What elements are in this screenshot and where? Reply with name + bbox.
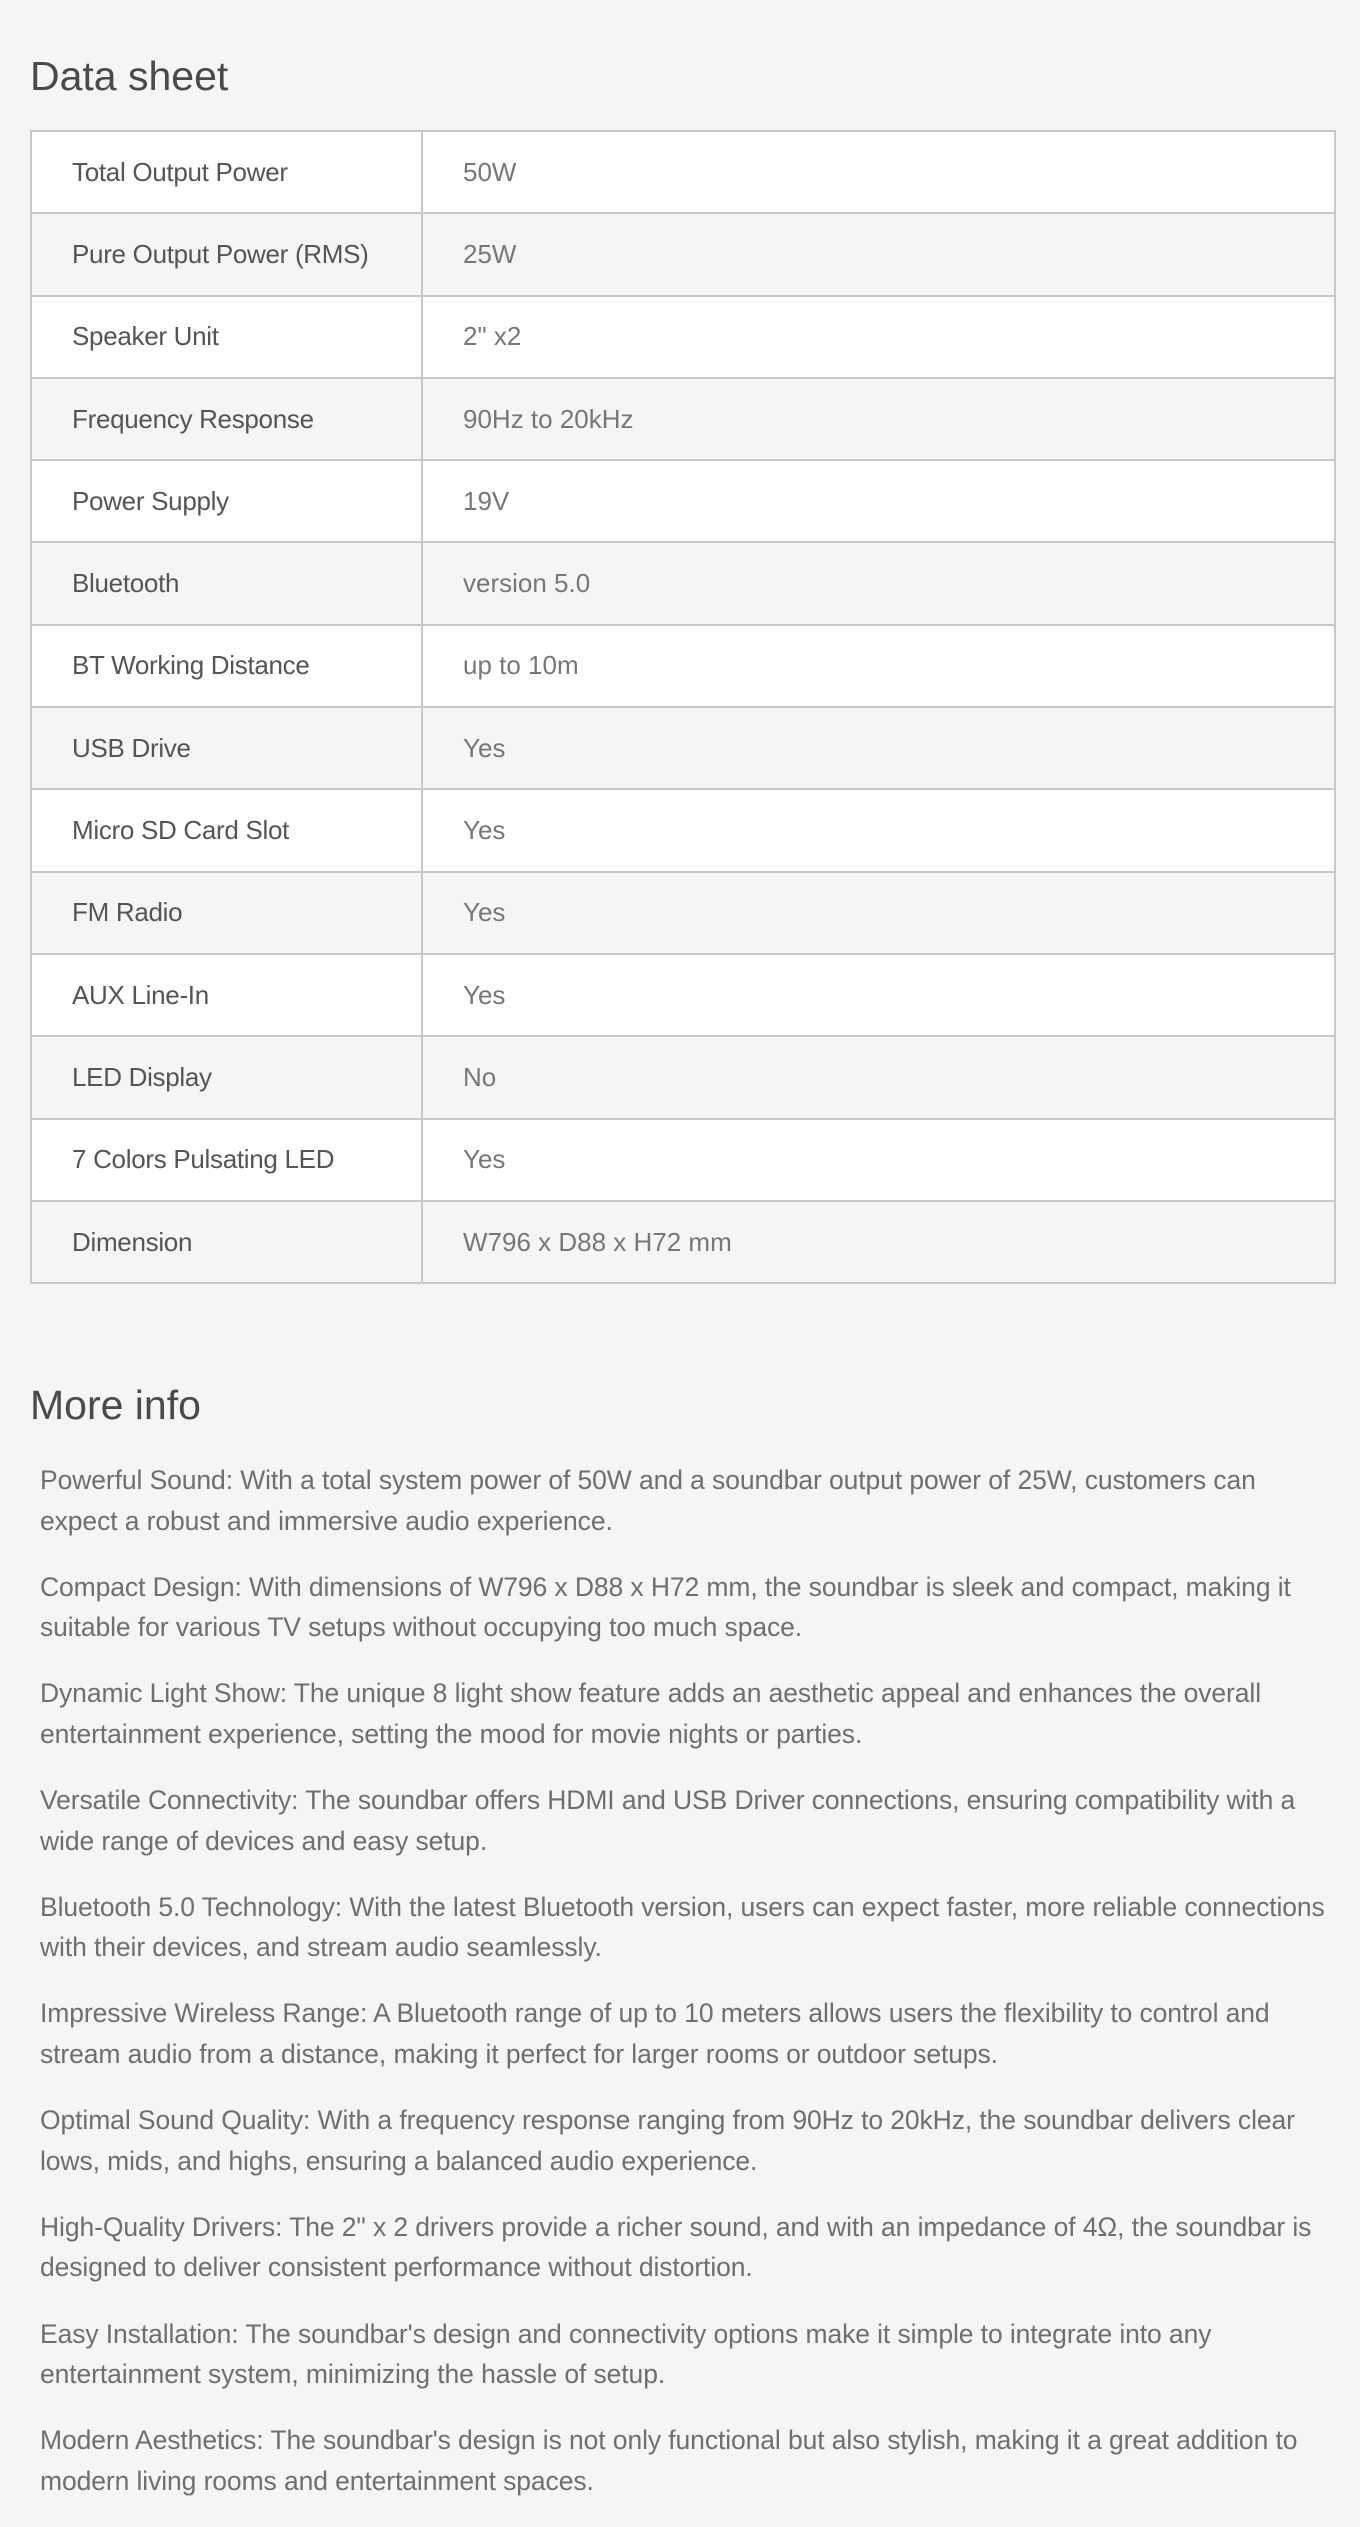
spec-value: 50W [422, 131, 1335, 213]
table-row [31, 131, 1335, 213]
info-paragraph: Powerful Sound: With a total system power of 50W and a soundbar output power of 25W, customers can expect a robust and immersive audio experience. [40, 1465, 1256, 1536]
spec-value: up to 10m [422, 625, 1335, 707]
spec-value: 19V [422, 460, 1335, 542]
spec-key: Micro SD Card Slot [31, 789, 422, 871]
spec-key: FM Radio [31, 872, 422, 954]
table-row [31, 707, 1335, 789]
spec-key: AUX Line-In [31, 954, 422, 1036]
info-paragraph: Impressive Wireless Range: A Bluetooth range of up to 10 meters allows users the flexibility to control and stream audio from a distance, making it perfect for larger rooms or outdoor setups. [40, 1998, 1270, 2069]
info-paragraph: Dynamic Light Show: The unique 8 light show feature adds an aesthetic appeal and enhances the overall entertainment experience, setting the mood for movie nights or parties. [40, 1678, 1261, 1749]
spec-value: 90Hz to 20kHz [422, 378, 1335, 460]
spec-value: Yes [422, 1119, 1335, 1201]
info-paragraph: Optimal Sound Quality: With a frequency response ranging from 90Hz to 20kHz, the soundbar delivers clear lows, mids, and highs, ensuring a balanced audio experience. [40, 2105, 1295, 2176]
table-row [31, 460, 1335, 542]
table-row [31, 625, 1335, 707]
table-row [31, 1036, 1335, 1118]
datasheet-title: Data sheet [30, 53, 229, 99]
spec-key: LED Display [31, 1036, 422, 1118]
spec-key: BT Working Distance [31, 625, 422, 707]
moreinfo-list [40, 1460, 1340, 2527]
spec-key: USB Drive [31, 707, 422, 789]
spec-value: No [422, 1036, 1335, 1118]
spec-key: Frequency Response [31, 378, 422, 460]
spec-value: Yes [422, 789, 1335, 871]
spec-value: version 5.0 [422, 542, 1335, 624]
table-row [31, 542, 1335, 624]
spec-key: Bluetooth [31, 542, 422, 624]
info-paragraph: Versatile Connectivity: The soundbar offers HDMI and USB Driver connections, ensuring compatibility with a wide range of devices and easy setup. [40, 1785, 1296, 1856]
table-row [31, 1119, 1335, 1201]
spec-key: Total Output Power [31, 131, 422, 213]
spec-value: Yes [422, 872, 1335, 954]
info-paragraph: Compact Design: With dimensions of W796 x D88 x H72 mm, the soundbar is sleek and compact, making it suitable for various TV setups without occupying too much space. [40, 1571, 1291, 1643]
spec-value: Yes [422, 954, 1335, 1036]
spec-key: Pure Output Power (RMS) [31, 213, 422, 295]
spec-value: 2" x2 [422, 296, 1335, 378]
table-row [31, 296, 1335, 378]
spec-key: Speaker Unit [31, 296, 422, 378]
info-paragraph: Modern Aesthetics: The soundbar's design is not only functional but also stylish, making it a great addition to modern living rooms and entertainment spaces. [40, 2425, 1298, 2496]
info-paragraph: High-Quality Drivers: The 2" x 2 drivers provide a richer sound, and with an impedance of 4Ω, the soundbar is designed to deliver consistent performance without distortion. [40, 2211, 1312, 2283]
table-row [31, 378, 1335, 460]
table-row [31, 1201, 1335, 1283]
spec-key: Power Supply [31, 460, 422, 542]
table-row [31, 213, 1335, 295]
spec-key: Dimension [31, 1201, 422, 1283]
table-row [31, 789, 1335, 871]
info-paragraph: Bluetooth 5.0 Technology: With the latest Bluetooth version, users can expect faster, more reliable connections with their devices, and stream audio seamlessly. [40, 1891, 1325, 1963]
table-row [31, 954, 1335, 1036]
spec-value: Yes [422, 707, 1335, 789]
table-row [31, 872, 1335, 954]
moreinfo-title: More info [30, 1382, 201, 1428]
info-paragraph: Easy Installation: The soundbar's design and connectivity options make it simple to integrate into any entertainment system, minimizing the hassle of setup. [40, 2318, 1212, 2389]
datasheet-table [30, 130, 1336, 1284]
spec-key: 7 Colors Pulsating LED [31, 1119, 422, 1201]
spec-value: 25W [422, 213, 1335, 295]
spec-value: W796 x D88 x H72 mm [422, 1201, 1335, 1283]
